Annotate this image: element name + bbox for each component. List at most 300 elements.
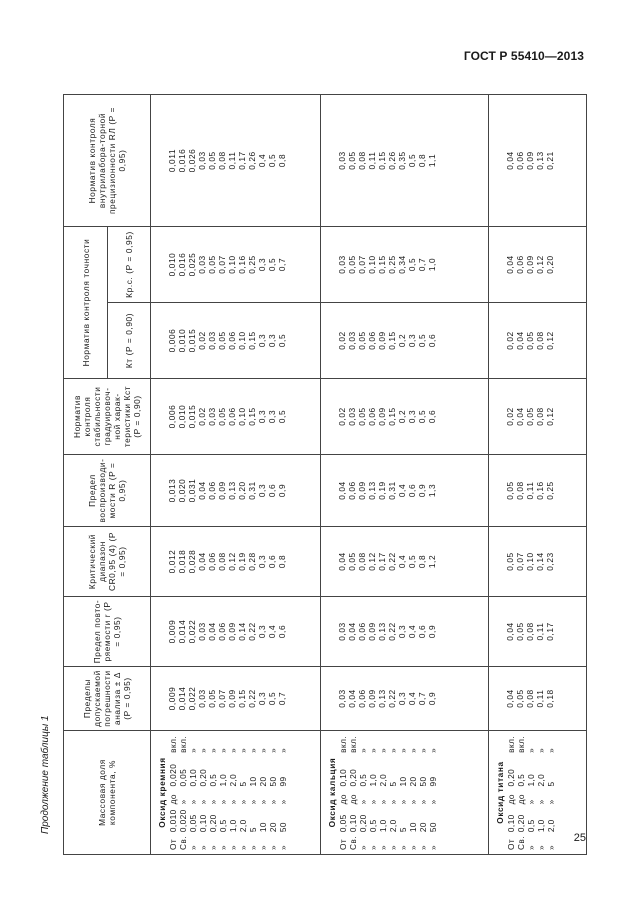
range-part: 20 <box>268 822 278 833</box>
header-repeatability: Предел повто-ряемости r (P = 0,95) <box>64 597 151 667</box>
value: 0,03 <box>207 407 217 426</box>
range-part: 0,020 <box>168 763 178 787</box>
range-part: » <box>198 844 208 850</box>
range-part: 10 <box>408 822 418 833</box>
range-part: » <box>218 844 228 850</box>
value: 0,4 <box>257 153 267 168</box>
value: 0,15 <box>377 151 387 170</box>
value: 0,12 <box>545 407 555 426</box>
range-part: » <box>278 747 288 753</box>
range-part: » <box>418 799 428 805</box>
range-part: 0,10 <box>506 814 516 833</box>
value: 0,010 <box>167 252 177 277</box>
range-part: до <box>338 794 348 805</box>
value-cell-k-ps <box>489 227 587 303</box>
value: 0,3 <box>257 333 267 348</box>
value: 0,02 <box>197 407 207 426</box>
value: 0,26 <box>387 151 397 170</box>
value: 0,21 <box>545 151 555 170</box>
range-part: » <box>408 747 418 753</box>
component-cell <box>151 731 321 855</box>
range-part: » <box>536 747 546 753</box>
range-part: » <box>238 844 248 850</box>
value: 0,04 <box>347 622 357 641</box>
range-part: » <box>368 747 378 753</box>
value: 1,3 <box>427 483 437 498</box>
component-cell <box>489 731 587 855</box>
header-intralab: Норматив контроля внутрилабора-торной прецизионности RЛ (P = 0,95) <box>64 95 151 227</box>
range-part: 0,010 <box>168 809 178 833</box>
range-row <box>546 735 556 850</box>
value: 0,14 <box>237 622 247 641</box>
value: 0,03 <box>207 331 217 350</box>
range-part: 2,0 <box>536 773 546 787</box>
value: 0,09 <box>525 255 535 274</box>
value: 0,5 <box>417 409 427 424</box>
range-part: 20 <box>418 822 428 833</box>
range-part: » <box>208 747 218 753</box>
value: 0,03 <box>337 255 347 274</box>
range-row <box>258 735 268 850</box>
data-table <box>63 94 587 855</box>
value: 0,08 <box>357 552 367 571</box>
value: 0,8 <box>417 554 427 569</box>
value-cell-stability <box>321 379 489 455</box>
range-part: » <box>228 747 238 753</box>
range-part: » <box>398 799 408 805</box>
value: 0,08 <box>217 552 227 571</box>
range-part: » <box>546 844 556 850</box>
value: 0,05 <box>217 331 227 350</box>
value: 0,9 <box>427 624 437 639</box>
range-part: » <box>238 799 248 805</box>
value: 0,13 <box>227 481 237 500</box>
value: 0,15 <box>237 689 247 708</box>
range-part: » <box>178 799 188 805</box>
value: 0,06 <box>207 552 217 571</box>
value: 0,26 <box>247 151 257 170</box>
value: 0,06 <box>227 407 237 426</box>
range-part: 0,20 <box>358 814 368 833</box>
value: 0,08 <box>357 151 367 170</box>
value-cell-critical-range <box>489 527 587 597</box>
range-row <box>248 735 258 850</box>
value-cell-k-ps <box>321 227 489 303</box>
value: 0,05 <box>505 481 515 500</box>
value: 0,10 <box>525 552 535 571</box>
header-k-t: Кт (P = 0,90) <box>108 303 151 379</box>
range-part: » <box>248 747 258 753</box>
value: 0,03 <box>337 689 347 708</box>
range-part: 10 <box>398 776 408 787</box>
value: 0,06 <box>367 407 377 426</box>
range-part: 0,10 <box>198 814 208 833</box>
value: 0,19 <box>237 552 247 571</box>
range-part: 10 <box>258 822 268 833</box>
range-part: От <box>168 838 178 850</box>
value: 0,3 <box>407 409 417 424</box>
value: 0,6 <box>267 483 277 498</box>
range-part: 1,0 <box>378 819 388 833</box>
value: 0,05 <box>515 622 525 641</box>
value: 0,07 <box>217 255 227 274</box>
range-part: 99 <box>428 776 438 787</box>
value: 0,05 <box>347 552 357 571</box>
value: 0,09 <box>377 331 387 350</box>
range-row <box>388 735 398 850</box>
value: 0,34 <box>397 255 407 274</box>
table-body <box>151 95 587 855</box>
value: 0,25 <box>387 255 397 274</box>
value: 0,12 <box>545 331 555 350</box>
value: 0,28 <box>247 552 257 571</box>
value: 0,35 <box>397 151 407 170</box>
range-part: » <box>378 799 388 805</box>
value: 0,22 <box>247 622 257 641</box>
range-part: » <box>268 844 278 850</box>
value: 0,013 <box>167 478 177 503</box>
value: 0,20 <box>237 481 247 500</box>
range-row <box>228 735 238 850</box>
value: 0,06 <box>515 151 525 170</box>
value: 0,16 <box>535 481 545 500</box>
range-part: 5 <box>238 781 248 787</box>
value: 0,031 <box>187 478 197 503</box>
range-part: 2,0 <box>378 773 388 787</box>
value: 0,5 <box>407 153 417 168</box>
value: 0,09 <box>377 407 387 426</box>
value: 0,03 <box>197 622 207 641</box>
range-part: 50 <box>278 822 288 833</box>
value: 0,012 <box>167 549 177 574</box>
value: 0,13 <box>535 151 545 170</box>
value: 0,3 <box>257 624 267 639</box>
range-row <box>178 735 188 850</box>
value: 0,022 <box>187 619 197 644</box>
range-part: » <box>418 844 428 850</box>
value: 0,018 <box>177 549 187 574</box>
value: 0,6 <box>417 624 427 639</box>
range-part: » <box>388 844 398 850</box>
range-part: » <box>546 799 556 805</box>
value: 0,09 <box>357 481 367 500</box>
value-cell-k-t <box>151 303 321 379</box>
value: 0,05 <box>525 331 535 350</box>
value: 0,07 <box>217 689 227 708</box>
range-part: 1,0 <box>368 773 378 787</box>
value: 0,006 <box>167 404 177 429</box>
range-row <box>516 735 526 850</box>
value: 0,04 <box>347 689 357 708</box>
value: 0,02 <box>505 407 515 426</box>
value-cell-repeatability <box>321 597 489 667</box>
header-k-ps: Кр.с. (P = 0,95) <box>108 227 151 303</box>
value: 0,5 <box>277 409 287 424</box>
value: 0,31 <box>247 481 257 500</box>
value: 0,06 <box>207 481 217 500</box>
range-part: » <box>208 844 218 850</box>
value-cell-k-ps <box>151 227 321 303</box>
value-cell-error <box>321 667 489 731</box>
value: 0,9 <box>277 483 287 498</box>
value: 0,12 <box>535 255 545 274</box>
value: 0,10 <box>237 407 247 426</box>
value: 0,015 <box>187 404 197 429</box>
value: 0,5 <box>277 333 287 348</box>
value: 0,03 <box>347 407 357 426</box>
value-cell-k-t <box>489 303 587 379</box>
range-part: От <box>338 838 348 850</box>
value: 0,06 <box>227 331 237 350</box>
value: 0,020 <box>177 478 187 503</box>
range-part: вкл. <box>168 735 178 753</box>
value: 0,19 <box>377 481 387 500</box>
value: 0,11 <box>367 151 377 170</box>
range-part: » <box>258 844 268 850</box>
range-part: » <box>228 844 238 850</box>
value-cell-error <box>151 667 321 731</box>
range-part: вкл. <box>178 735 188 753</box>
value: 0,22 <box>247 689 257 708</box>
range-part: » <box>258 747 268 753</box>
value-cell-intralab <box>489 95 587 227</box>
value: 0,5 <box>407 554 417 569</box>
rotated-table-wrapper <box>63 95 570 855</box>
range-part: 50 <box>428 822 438 833</box>
range-row <box>536 735 546 850</box>
value: 0,04 <box>337 552 347 571</box>
value: 0,02 <box>505 331 515 350</box>
value-cell-critical-range <box>321 527 489 597</box>
value: 0,2 <box>397 333 407 348</box>
value: 0,9 <box>427 691 437 706</box>
value: 0,8 <box>417 153 427 168</box>
value: 0,04 <box>197 552 207 571</box>
value: 0,3 <box>257 483 267 498</box>
range-part: » <box>248 844 258 850</box>
value: 0,22 <box>387 622 397 641</box>
value-cell-intralab <box>321 95 489 227</box>
value-cell-intralab <box>151 95 321 227</box>
value: 0,09 <box>525 151 535 170</box>
value: 0,07 <box>515 552 525 571</box>
group-row <box>151 95 321 855</box>
range-part: » <box>198 747 208 753</box>
value: 0,028 <box>187 549 197 574</box>
range-part: 0,5 <box>208 773 218 787</box>
range-part: » <box>388 747 398 753</box>
value: 0,5 <box>417 333 427 348</box>
range-part: до <box>168 794 178 805</box>
range-part: 5 <box>248 827 258 833</box>
range-row <box>268 735 278 850</box>
range-row <box>378 735 388 850</box>
range-row <box>218 735 228 850</box>
value: 0,006 <box>167 328 177 353</box>
range-part: 5 <box>398 827 408 833</box>
range-part: 0,020 <box>178 809 188 833</box>
range-part: 5 <box>388 781 398 787</box>
value: 0,3 <box>257 257 267 272</box>
value: 0,07 <box>357 255 367 274</box>
value: 1,0 <box>427 257 437 272</box>
value: 0,3 <box>267 333 277 348</box>
value: 0,16 <box>237 255 247 274</box>
value-cell-reproducibility <box>151 455 321 527</box>
range-part: 20 <box>258 776 268 787</box>
value: 0,09 <box>367 622 377 641</box>
value: 0,025 <box>187 252 197 277</box>
value: 0,08 <box>525 689 535 708</box>
value: 0,15 <box>377 255 387 274</box>
value: 0,015 <box>187 328 197 353</box>
value: 0,25 <box>545 481 555 500</box>
value: 0,06 <box>357 689 367 708</box>
value: 0,6 <box>427 409 437 424</box>
value: 0,04 <box>505 255 515 274</box>
value: 0,08 <box>525 622 535 641</box>
range-row <box>238 735 248 850</box>
value-cell-k-t <box>321 303 489 379</box>
value: 0,17 <box>545 622 555 641</box>
value: 0,25 <box>247 255 257 274</box>
range-row <box>358 735 368 850</box>
value: 0,04 <box>505 689 515 708</box>
range-part: 0,10 <box>348 814 358 833</box>
value: 0,04 <box>207 622 217 641</box>
value: 0,03 <box>347 331 357 350</box>
range-part: вкл. <box>516 735 526 753</box>
value: 0,02 <box>197 331 207 350</box>
value: 0,08 <box>217 151 227 170</box>
value: 0,014 <box>177 619 187 644</box>
value: 0,12 <box>227 552 237 571</box>
value: 0,7 <box>277 257 287 272</box>
value: 0,4 <box>407 624 417 639</box>
value: 1,1 <box>427 153 437 168</box>
range-part: 1,0 <box>218 773 228 787</box>
value: 0,09 <box>227 689 237 708</box>
value: 0,08 <box>515 481 525 500</box>
value: 0,05 <box>357 331 367 350</box>
range-part: » <box>198 799 208 805</box>
range-row <box>188 735 198 850</box>
value: 0,04 <box>505 151 515 170</box>
range-part: 0,05 <box>178 768 188 787</box>
value: 0,03 <box>197 151 207 170</box>
range-part: » <box>218 747 228 753</box>
value: 0,8 <box>277 153 287 168</box>
range-part: » <box>398 747 408 753</box>
value: 0,7 <box>277 691 287 706</box>
range-row <box>198 735 208 850</box>
range-part: 0,10 <box>338 768 348 787</box>
value: 0,06 <box>367 331 377 350</box>
range-part: 2,0 <box>388 819 398 833</box>
value: 0,05 <box>207 689 217 708</box>
group-title: Оксид кремния <box>157 757 167 828</box>
group-row <box>489 95 587 855</box>
value-cell-repeatability <box>151 597 321 667</box>
value: 0,3 <box>407 333 417 348</box>
range-part: 0,20 <box>516 814 526 833</box>
range-part: » <box>248 799 258 805</box>
value: 0,10 <box>367 255 377 274</box>
header-component: Массовая доля компонента, % <box>64 731 151 855</box>
range-part: » <box>428 747 438 753</box>
value: 0,05 <box>515 689 525 708</box>
range-part: до <box>348 794 358 805</box>
range-part: » <box>378 844 388 850</box>
value: 0,12 <box>367 552 377 571</box>
range-part: 5 <box>546 781 556 787</box>
value: 0,03 <box>337 622 347 641</box>
value: 0,15 <box>247 407 257 426</box>
value: 0,20 <box>545 255 555 274</box>
range-part: 0,5 <box>516 773 526 787</box>
value: 0,11 <box>227 151 237 170</box>
range-part: 2,0 <box>228 773 238 787</box>
range-part: 0,05 <box>188 814 198 833</box>
value: 0,08 <box>535 331 545 350</box>
value: 0,09 <box>227 622 237 641</box>
range-part: 10 <box>248 776 258 787</box>
value: 0,016 <box>177 252 187 277</box>
value: 0,15 <box>387 407 397 426</box>
value: 0,8 <box>277 554 287 569</box>
value: 0,13 <box>377 622 387 641</box>
value: 0,05 <box>207 151 217 170</box>
range-row <box>208 735 218 850</box>
value: 0,08 <box>535 407 545 426</box>
header-error: Пределы допускаемой погрешности анализа ± Δ (P = 0,95) <box>64 667 151 731</box>
standard-header: ГОСТ Р 55410—2013 <box>463 49 584 63</box>
range-part: » <box>546 747 556 753</box>
range-part: 2,0 <box>546 819 556 833</box>
value: 0,05 <box>505 552 515 571</box>
range-part: » <box>358 799 368 805</box>
range-part: Св. <box>178 836 188 850</box>
range-part: 0,5 <box>368 819 378 833</box>
value: 0,05 <box>217 407 227 426</box>
value: 0,10 <box>237 331 247 350</box>
value: 0,06 <box>515 255 525 274</box>
value-cell-reproducibility <box>321 455 489 527</box>
range-row <box>506 735 516 850</box>
value: 0,6 <box>427 333 437 348</box>
range-row <box>168 735 178 850</box>
header-stability: Норматив контроля стабильности градуировоч-ной харак-теристики Кст (P = 0,90) <box>64 379 151 455</box>
range-part: » <box>408 844 418 850</box>
range-part: » <box>188 799 198 805</box>
range-part: » <box>188 747 198 753</box>
range-part: 1,0 <box>228 819 238 833</box>
value: 0,3 <box>397 691 407 706</box>
value: 0,011 <box>167 148 177 173</box>
value: 0,04 <box>337 481 347 500</box>
value: 0,014 <box>177 686 187 711</box>
range-row <box>526 735 536 850</box>
range-part: 1,0 <box>536 819 546 833</box>
range-part: 2,0 <box>238 819 248 833</box>
range-part: 0,20 <box>348 768 358 787</box>
range-part: » <box>428 844 438 850</box>
value: 0,04 <box>515 331 525 350</box>
range-part: » <box>408 799 418 805</box>
value: 0,5 <box>407 257 417 272</box>
value: 0,3 <box>257 409 267 424</box>
value: 0,7 <box>417 257 427 272</box>
